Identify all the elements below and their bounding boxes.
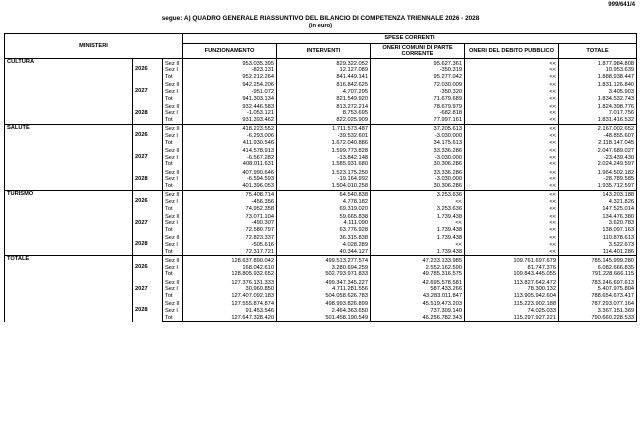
cell-funzionamento: 408.011.631 — [183, 161, 277, 168]
cell-funzionamento: 952.212.264 — [183, 74, 277, 81]
header-interventi: INTERVENTI — [277, 44, 371, 59]
cell-totale: -23.439.430 — [559, 155, 637, 162]
cell-totale: 5.407.975.804 — [559, 286, 637, 293]
cell-funzionamento: -490.307 — [183, 220, 277, 227]
table-row — [5, 256, 637, 265]
cell-oneri-debito: 113.905.942.604 — [465, 293, 559, 300]
cell-oneri-debito: << — [465, 124, 559, 133]
cell-oneri-comuni: -682.818 — [371, 110, 465, 117]
year-label: 2027 — [133, 81, 163, 103]
cell-oneri-comuni: 33.336.286 — [371, 168, 465, 176]
cell-funzionamento: 75.408.714 — [183, 190, 277, 199]
table-row — [5, 59, 637, 68]
cell-totale: 110.878.613 — [559, 234, 637, 242]
cell-funzionamento: 127.555.874.874 — [183, 300, 277, 308]
cell-totale: 785.145.999.280 — [559, 256, 637, 265]
section-label: Tot — [163, 74, 183, 81]
cell-oneri-debito: << — [465, 81, 559, 89]
cell-totale: 2.167.002.652 — [559, 124, 637, 133]
cell-funzionamento: 91.453.546 — [183, 308, 277, 315]
cell-interventi: 499.513.277.574 — [277, 256, 371, 265]
cell-interventi: 498.993.826.899 — [277, 300, 371, 308]
cell-oneri-debito: 109.843.445.055 — [465, 271, 559, 278]
cell-interventi: 4.711.281.556 — [277, 286, 371, 293]
cell-totale: 1.964.502.182 — [559, 168, 637, 176]
table-header — [5, 34, 637, 59]
cell-oneri-comuni: 1.739.438 — [371, 212, 465, 220]
cell-totale: 3.367.151.369 — [559, 308, 637, 315]
cell-oneri-comuni: 47.233.133.985 — [371, 256, 465, 265]
cell-oneri-comuni: << — [371, 242, 465, 249]
cell-funzionamento: -951.072 — [183, 89, 277, 96]
year-label: 2027 — [133, 212, 163, 234]
cell-interventi: 3.280.694.259 — [277, 265, 371, 272]
cell-interventi: 501.458.190.549 — [277, 315, 371, 322]
cell-totale: 6.082.666.835 — [559, 265, 637, 272]
cell-funzionamento: -1.053.121 — [183, 110, 277, 117]
ministry-name: CULTURA — [5, 59, 133, 125]
cell-interventi: 63.776.928 — [277, 227, 371, 234]
cell-funzionamento: 401.396.053 — [183, 183, 277, 190]
year-label: 2028 — [133, 234, 163, 256]
section-label: Sez I — [163, 242, 183, 249]
year-label: 2027 — [133, 146, 163, 168]
cell-interventi: 1.672.040.886 — [277, 140, 371, 147]
cell-interventi: -13.842.148 — [277, 155, 371, 162]
header-oneri-debito: ONERI DEL DEBITO PUBBLICO — [465, 44, 559, 59]
cell-interventi: 816.842.625 — [277, 81, 371, 89]
cell-totale: 7.017.756 — [559, 110, 637, 117]
section-label: Sez I — [163, 176, 183, 183]
cell-oneri-debito: << — [465, 89, 559, 96]
cell-oneri-debito: << — [465, 146, 559, 154]
section-label: Sez I — [163, 265, 183, 272]
cell-funzionamento: 953.035.395 — [183, 59, 277, 68]
cell-interventi: 4.778.182 — [277, 199, 371, 206]
cell-oneri-comuni: 72.030.009 — [371, 81, 465, 89]
section-label: Sez II — [163, 168, 183, 176]
cell-funzionamento: -456.356 — [183, 199, 277, 206]
cell-totale: 783.246.697.613 — [559, 278, 637, 286]
cell-oneri-debito: << — [465, 117, 559, 124]
header-oneri-comuni: ONERI COMUNI DI PARTE CORRENTE — [371, 44, 465, 59]
year-label: 2026 — [133, 190, 163, 212]
cell-oneri-debito: << — [465, 212, 559, 220]
cell-interventi: 502.793.971.833 — [277, 271, 371, 278]
cell-funzionamento: 127.407.092.183 — [183, 293, 277, 300]
cell-oneri-comuni: -3.030.000 — [371, 133, 465, 140]
section-label: Sez I — [163, 133, 183, 140]
cell-oneri-debito: << — [465, 96, 559, 103]
cell-funzionamento: 168.042.610 — [183, 265, 277, 272]
cell-funzionamento: 414.578.913 — [183, 146, 277, 154]
cell-oneri-debito: << — [465, 67, 559, 74]
cell-interventi: 4.111.090 — [277, 220, 371, 227]
cell-totale: 114.401.286 — [559, 249, 637, 256]
cell-interventi: 8.753.695 — [277, 110, 371, 117]
table-row — [5, 124, 637, 133]
cell-oneri-comuni: 95.277.042 — [371, 74, 465, 81]
budget-table — [4, 33, 637, 322]
cell-oneri-debito: << — [465, 74, 559, 81]
cell-funzionamento: -6.567.282 — [183, 155, 277, 162]
section-label: Sez I — [163, 67, 183, 74]
cell-totale: 3.522.673 — [559, 242, 637, 249]
cell-oneri-debito: << — [465, 199, 559, 206]
cell-totale: 147.525.014 — [559, 206, 637, 213]
cell-funzionamento: 127.376.131.333 — [183, 278, 277, 286]
cell-interventi: 4.028.289 — [277, 242, 371, 249]
section-label: Sez I — [163, 220, 183, 227]
cell-interventi: -39.532.601 — [277, 133, 371, 140]
cell-interventi: 4.707.295 — [277, 89, 371, 96]
section-label: Sez II — [163, 59, 183, 68]
cell-oneri-debito: << — [465, 59, 559, 68]
cell-totale: 138.097.163 — [559, 227, 637, 234]
cell-oneri-debito: << — [465, 133, 559, 140]
section-label: Tot — [163, 183, 183, 190]
cell-funzionamento: 127.647.328.420 — [183, 315, 277, 322]
year-label: 2026 — [133, 59, 163, 81]
cell-oneri-comuni: 49.785.316.575 — [371, 271, 465, 278]
cell-totale: 4.321.826 — [559, 199, 637, 206]
cell-oneri-debito: << — [465, 183, 559, 190]
cell-oneri-comuni: -350.320 — [371, 89, 465, 96]
cell-oneri-comuni: << — [371, 220, 465, 227]
year-label: 2028 — [133, 168, 163, 190]
cell-oneri-comuni: -3.030.000 — [371, 155, 465, 162]
cell-oneri-comuni: 33.336.286 — [371, 146, 465, 154]
section-label: Sez II — [163, 190, 183, 199]
cell-interventi: 1.523.175.250 — [277, 168, 371, 176]
cell-oneri-comuni: 3.253.636 — [371, 190, 465, 199]
ministry-name: TOTALE — [5, 256, 133, 322]
cell-oneri-debito: << — [465, 190, 559, 199]
cell-totale: 1.935.712.597 — [559, 183, 637, 190]
cell-funzionamento: 74.952.358 — [183, 206, 277, 213]
cell-oneri-comuni: 78.679.979 — [371, 102, 465, 110]
section-label: Sez I — [163, 199, 183, 206]
cell-totale: 3.405.903 — [559, 89, 637, 96]
cell-interventi: 36.315.838 — [277, 234, 371, 242]
cell-interventi: 821.549.920 — [277, 96, 371, 103]
cell-funzionamento: 932.446.583 — [183, 102, 277, 110]
cell-oneri-comuni: 3.253.636 — [371, 206, 465, 213]
cell-oneri-comuni: 45.519.473.203 — [371, 300, 465, 308]
cell-oneri-comuni: 2.552.162.590 — [371, 265, 465, 272]
cell-funzionamento: 942.254.206 — [183, 81, 277, 89]
cell-oneri-comuni: 587.433.266 — [371, 286, 465, 293]
cell-funzionamento: -6.594.593 — [183, 176, 277, 183]
cell-oneri-debito: << — [465, 220, 559, 227]
ministry-name: TURISMO — [5, 190, 133, 256]
document-title: segue: A) QUADRO GENERALE RIASSUNTIVO DEL BILANCIO DI COMPETENZA TRIENNALE 2026 - 2028 — [161, 15, 480, 22]
year-label: 2026 — [133, 124, 163, 146]
year-label: 2027 — [133, 278, 163, 300]
section-label: Sez II — [163, 124, 183, 133]
cell-interventi: 829.322.052 — [277, 59, 371, 68]
cell-totale: 2.118.147.045 — [559, 140, 637, 147]
cell-oneri-comuni: -350.319 — [371, 67, 465, 74]
cell-totale: 10.953.639 — [559, 67, 637, 74]
cell-totale: -48.855.607 — [559, 133, 637, 140]
cell-funzionamento: 72.317.721 — [183, 249, 277, 256]
section-label: Sez II — [163, 234, 183, 242]
table-body — [5, 59, 637, 322]
cell-oneri-debito: << — [465, 102, 559, 110]
cell-totale: 1.831.126.840 — [559, 81, 637, 89]
section-label: Sez II — [163, 102, 183, 110]
cell-oneri-debito: 78.300.132 — [465, 286, 559, 293]
cell-oneri-debito: << — [465, 227, 559, 234]
page-id: 999/641/4 — [608, 2, 635, 8]
cell-totale: 1.877.984.808 — [559, 59, 637, 68]
cell-interventi: -19.164.992 — [277, 176, 371, 183]
section-label: Sez II — [163, 81, 183, 89]
section-label: Sez II — [163, 146, 183, 154]
cell-interventi: 841.449.141 — [277, 74, 371, 81]
year-label: 2028 — [133, 102, 163, 124]
cell-oneri-debito: << — [465, 242, 559, 249]
cell-funzionamento: -505.616 — [183, 242, 277, 249]
cell-oneri-debito: << — [465, 249, 559, 256]
year-label: 2028 — [133, 300, 163, 322]
cell-oneri-debito: << — [465, 110, 559, 117]
cell-totale: 134.476.380 — [559, 212, 637, 220]
cell-oneri-comuni: 30.306.286 — [371, 183, 465, 190]
cell-interventi: 2.464.363.650 — [277, 308, 371, 315]
cell-funzionamento: 941.303.134 — [183, 96, 277, 103]
cell-interventi: 1.585.931.680 — [277, 161, 371, 168]
cell-oneri-debito: << — [465, 176, 559, 183]
cell-oneri-debito: << — [465, 168, 559, 176]
cell-totale: -28.789.585 — [559, 176, 637, 183]
cell-oneri-comuni: 737.309.140 — [371, 308, 465, 315]
section-label: Tot — [163, 227, 183, 234]
cell-interventi: 64.540.838 — [277, 190, 371, 199]
header-spese-correnti: SPESE CORRENTI — [183, 34, 637, 44]
section-label: Tot — [163, 96, 183, 103]
cell-totale: 787.293.077.164 — [559, 300, 637, 308]
cell-oneri-comuni: 37.205.613 — [371, 124, 465, 133]
document-subtitle: (in euro) — [308, 23, 333, 29]
section-label: Tot — [163, 271, 183, 278]
cell-totale: 1.834.532.743 — [559, 96, 637, 103]
cell-funzionamento: 418.223.552 — [183, 124, 277, 133]
cell-interventi: 813.272.214 — [277, 102, 371, 110]
cell-interventi: 822.025.909 — [277, 117, 371, 124]
ministry-name: SALUTE — [5, 124, 133, 190]
cell-totale: 1.888.938.447 — [559, 74, 637, 81]
cell-funzionamento: 931.393.462 — [183, 117, 277, 124]
cell-oneri-comuni: 71.679.689 — [371, 96, 465, 103]
section-label: Tot — [163, 293, 183, 300]
cell-interventi: 12.127.089 — [277, 67, 371, 74]
cell-oneri-debito: << — [465, 161, 559, 168]
cell-totale: 2.047.689.027 — [559, 146, 637, 154]
section-label: Tot — [163, 206, 183, 213]
cell-funzionamento: 411.930.546 — [183, 140, 277, 147]
section-label: Sez I — [163, 286, 183, 293]
cell-funzionamento: 128.637.890.042 — [183, 256, 277, 265]
cell-funzionamento: 30.960.850 — [183, 286, 277, 293]
cell-interventi: 1.504.010.258 — [277, 183, 371, 190]
header-ministeri: MINISTERI — [5, 34, 183, 59]
section-label: Sez II — [163, 256, 183, 265]
cell-oneri-comuni: 43.283.011.847 — [371, 293, 465, 300]
cell-totale: 1.824.398.776 — [559, 102, 637, 110]
cell-oneri-debito: 115.223.902.188 — [465, 300, 559, 308]
cell-funzionamento: 73.071.104 — [183, 212, 277, 220]
cell-oneri-debito: 81.747.376 — [465, 265, 559, 272]
year-label: 2026 — [133, 256, 163, 278]
table-row — [5, 190, 637, 199]
cell-interventi: 1.599.773.828 — [277, 146, 371, 154]
section-label: Tot — [163, 161, 183, 168]
section-label: Sez II — [163, 212, 183, 220]
cell-totale: 3.620.783 — [559, 220, 637, 227]
cell-oneri-comuni: 42.695.578.581 — [371, 278, 465, 286]
cell-totale: 1.831.416.532 — [559, 117, 637, 124]
section-label: Tot — [163, 249, 183, 256]
cell-oneri-debito: << — [465, 155, 559, 162]
cell-oneri-debito: 109.761.697.679 — [465, 256, 559, 265]
cell-oneri-comuni: 1.739.438 — [371, 227, 465, 234]
section-label: Sez I — [163, 155, 183, 162]
cell-interventi: 504.058.626.783 — [277, 293, 371, 300]
cell-interventi: 1.711.573.487 — [277, 124, 371, 133]
cell-funzionamento: -6.293.006 — [183, 133, 277, 140]
cell-totale: 2.024.249.597 — [559, 161, 637, 168]
cell-funzionamento: 128.805.932.652 — [183, 271, 277, 278]
cell-funzionamento: 72.580.797 — [183, 227, 277, 234]
section-label: Sez II — [163, 278, 183, 286]
cell-totale: 791.228.666.115 — [559, 271, 637, 278]
cell-oneri-debito: 113.827.642.472 — [465, 278, 559, 286]
cell-oneri-debito: << — [465, 206, 559, 213]
section-label: Sez II — [163, 300, 183, 308]
cell-oneri-comuni: 77.997.161 — [371, 117, 465, 124]
cell-oneri-comuni: << — [371, 199, 465, 206]
cell-funzionamento: 407.990.646 — [183, 168, 277, 176]
cell-funzionamento: -823.131 — [183, 67, 277, 74]
cell-funzionamento: 72.823.337 — [183, 234, 277, 242]
cell-oneri-debito: << — [465, 140, 559, 147]
cell-oneri-comuni: 34.175.613 — [371, 140, 465, 147]
cell-oneri-comuni: 1.739.438 — [371, 249, 465, 256]
cell-totale: 143.203.188 — [559, 190, 637, 199]
section-label: Tot — [163, 117, 183, 124]
section-label: Sez I — [163, 308, 183, 315]
cell-oneri-debito: << — [465, 234, 559, 242]
section-label: Sez I — [163, 110, 183, 117]
cell-oneri-debito: 74.025.033 — [465, 308, 559, 315]
cell-interventi: 69.319.020 — [277, 206, 371, 213]
cell-oneri-comuni: 95.627.361 — [371, 59, 465, 68]
cell-interventi: 40.344.127 — [277, 249, 371, 256]
cell-interventi: 59.665.838 — [277, 212, 371, 220]
cell-oneri-comuni: 30.306.286 — [371, 161, 465, 168]
section-label: Tot — [163, 140, 183, 147]
cell-oneri-comuni: 1.739.438 — [371, 234, 465, 242]
header-totale: TOTALE — [559, 44, 637, 59]
header-funzionamento: FUNZIONAMENTO — [183, 44, 277, 59]
cell-interventi: 499.347.345.227 — [277, 278, 371, 286]
section-label: Tot — [163, 315, 183, 322]
cell-oneri-comuni: 46.256.782.343 — [371, 315, 465, 322]
section-label: Sez I — [163, 89, 183, 96]
cell-totale: 790.660.228.533 — [559, 315, 637, 322]
cell-oneri-debito: 115.297.927.221 — [465, 315, 559, 322]
cell-totale: 788.654.673.417 — [559, 293, 637, 300]
cell-oneri-comuni: -3.030.000 — [371, 176, 465, 183]
